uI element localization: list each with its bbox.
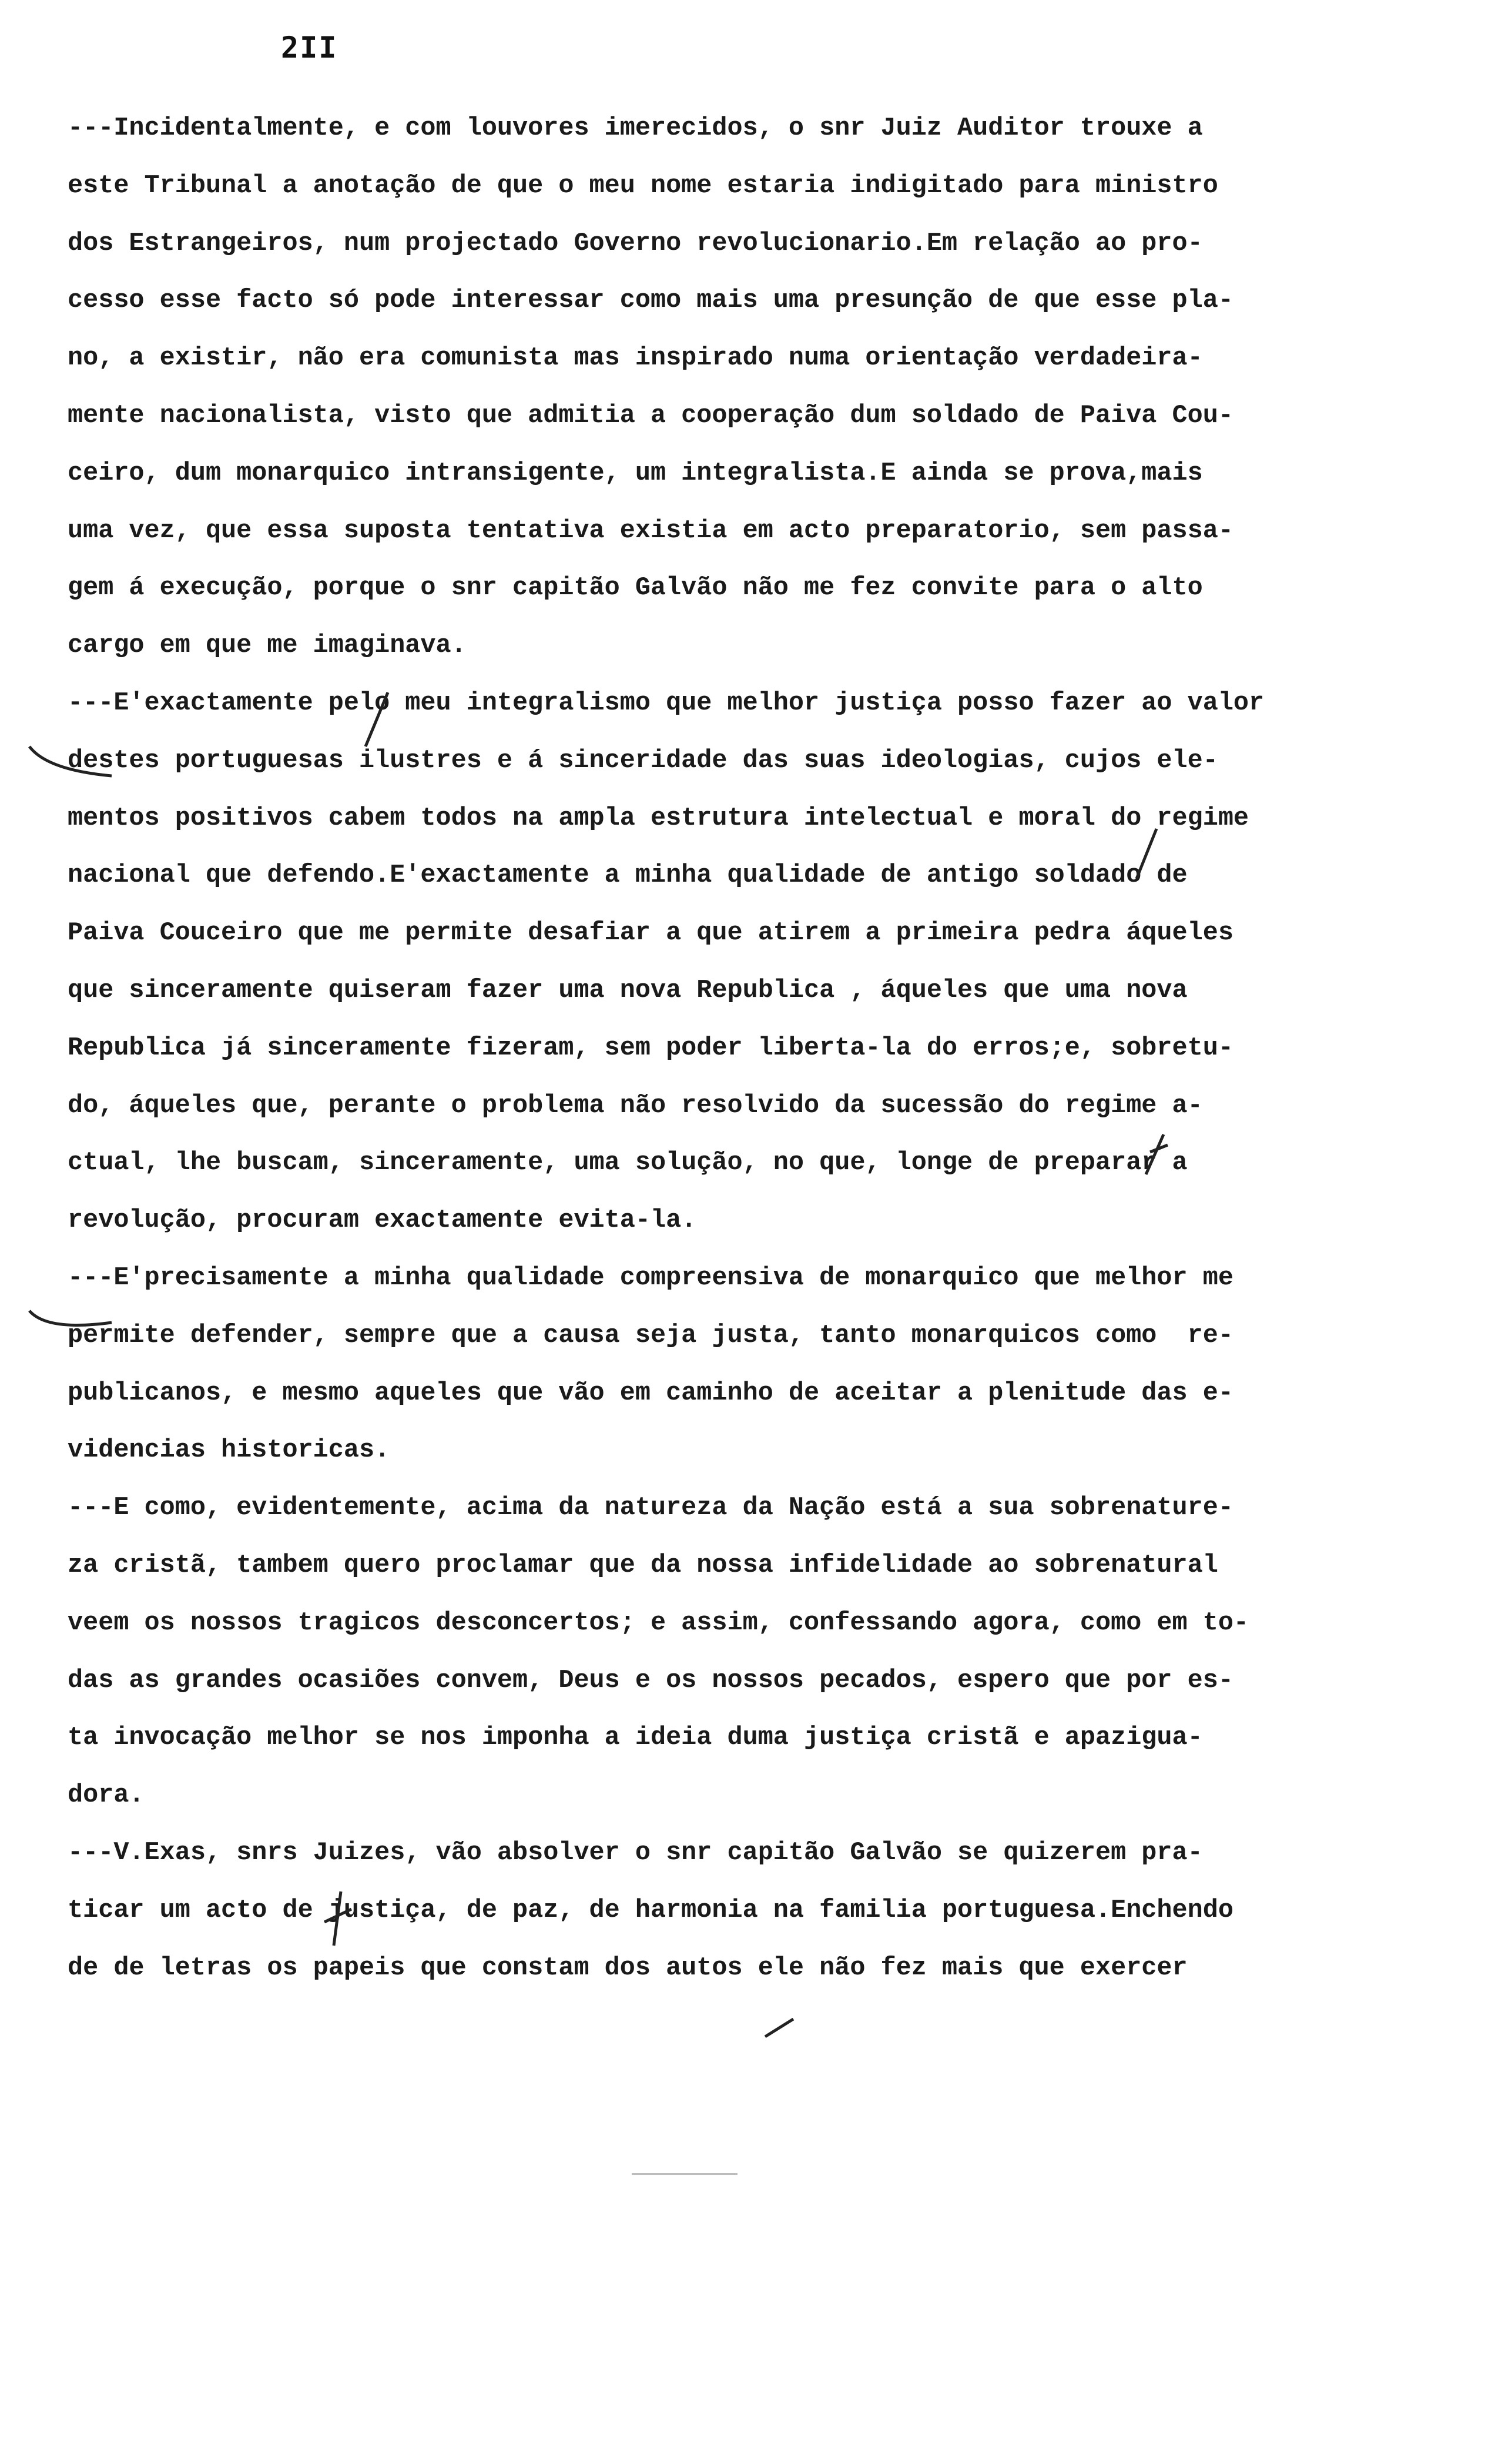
text-line: cesso esse facto só pode interessar como mais uma presunção de que esse pla- [68,286,1233,316]
text-line: dos Estrangeiros, num projectado Governo revolucionario.Em relação ao pro- [68,229,1203,258]
text-line: permite defender, sempre que a causa seja justa, tanto monarquicos como re- [68,1321,1233,1350]
text-line: ticar um acto de justiça, de paz, de harmonia na familia portuguesa.Enchendo [68,1896,1233,1925]
text-line: uma vez, que essa suposta tentativa existia em acto preparatorio, sem passa- [68,516,1233,545]
pen-slash-mark [1137,1129,1172,1181]
pen-slash-mark [1128,823,1164,888]
text-line: mentos positivos cabem todos na ampla estrutura intelectual e moral do regime [68,804,1249,833]
text-line: za cristã, tambem quero proclamar que da nossa infidelidade ao sobrenatural [68,1551,1218,1580]
margin-bracket-mark [24,1299,118,1346]
text-line: das as grandes ocasiões convem, Deus e os nossos pecados, espero que por es- [68,1666,1233,1695]
text-line: ---E como, evidentemente, acima da natureza da Nação está a sua sobrenature- [68,1494,1233,1523]
text-line: Republica já sinceramente fizeram, sem poder liberta-la do erros;e, sobretu- [68,1033,1233,1063]
text-line: que sinceramente quiseram fazer uma nova Republica , áqueles que uma nova [68,976,1188,1005]
text-line: Paiva Couceiro que me permite desafiar a que atirem a primeira pedra áqueles [68,919,1233,948]
text-line: este Tribunal a anotação de que o meu nome estaria indigitado para ministro [68,171,1218,200]
text-line: destes portuguesas ilustres e á sinceridade das suas ideologias, cujos ele- [68,746,1218,775]
text-line: de de letras os papeis que constam dos autos ele não fez mais que exercer [68,1953,1188,1983]
margin-bracket-mark [24,735,118,788]
text-line: publicanos, e mesmo aqueles que vão em caminho de aceitar a plenitude das e- [68,1378,1233,1408]
footer-rule [632,2173,738,2175]
text-line: ceiro, dum monarquico intransigente, um integralista.E ainda se prova,mais [68,458,1203,488]
text-line: videncias historicas. [68,1436,390,1465]
text-line: cargo em que me imaginava. [68,631,467,661]
text-line: gem á execução, porque o snr capitão Galvão não me fez convite para o alto [68,574,1203,603]
text-line: revolução, procuram exactamente evita-la. [68,1206,697,1236]
pen-slash-mark [758,2001,799,2054]
text-line: ta invocação melhor se nos imponha a ideia duma justiça cristã e apazigua- [68,1723,1203,1753]
pen-slash-mark [317,1887,358,1951]
text-line: no, a existir, não era comunista mas inspirado numa orientação verdadeira- [68,344,1203,373]
text-line: mente nacionalista, visto que admitia a cooperação dum soldado de Paiva Cou- [68,401,1233,430]
text-line: ctual, lhe buscam, sinceramente, uma solução, no que, longe de preparar a [68,1149,1188,1178]
text-line: do, áqueles que, perante o problema não resolvido da sucessão do regime a- [68,1091,1203,1120]
text-line: dora. [68,1781,145,1810]
text-line: ---V.Exas, snrs Juizes, vão absolver o snr capitão Galvão se quizerem pra- [68,1838,1203,1867]
text-line: ---Incidentalmente, e com louvores imerecidos, o snr Juiz Auditor trouxe a [68,114,1203,143]
text-line: ---E'exactamente pelo meu integralismo que melhor justiça posso fazer ao valor [68,688,1265,718]
typewritten-body [68,100,1437,1997]
pen-slash-mark [358,688,394,752]
page-number: 2II [281,31,338,65]
text-line: nacional que defendo.E'exactamente a minha qualidade de antigo soldado de [68,861,1188,890]
text-line: ---E'precisamente a minha qualidade compreensiva de monarquico que melhor me [68,1263,1233,1293]
text-line: veem os nossos tragicos desconcertos; e assim, confessando agora, como em to- [68,1608,1249,1638]
